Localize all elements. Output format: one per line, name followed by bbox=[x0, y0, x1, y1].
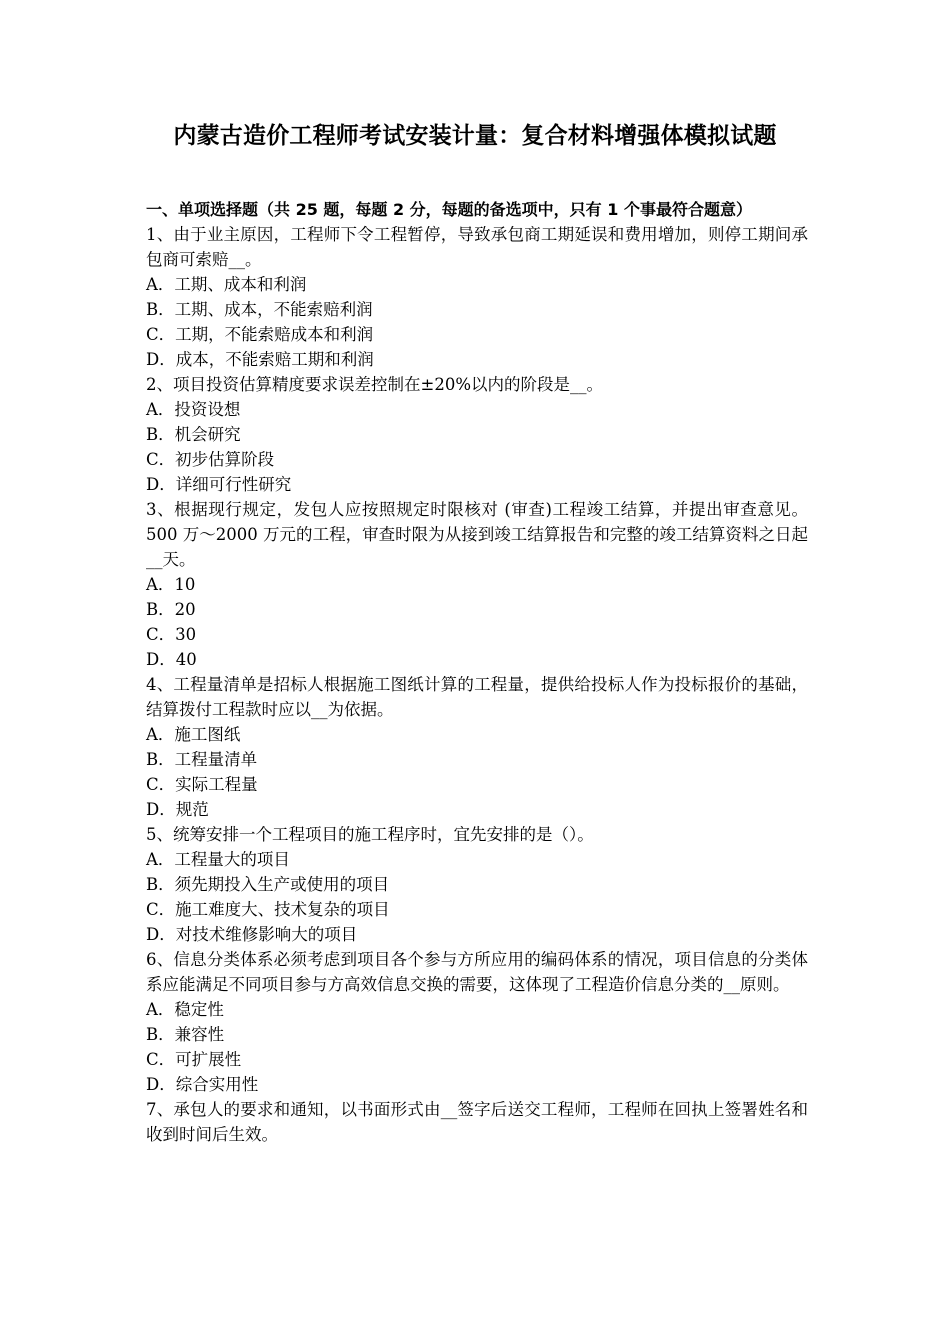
option-d: D．综合实用性 bbox=[146, 1075, 259, 1094]
option-d: D．成本，不能索赔工期和利润 bbox=[146, 350, 374, 369]
option-b: B．须先期投入生产或使用的项目 bbox=[146, 875, 390, 894]
question-4 bbox=[146, 672, 808, 822]
option-a: A．10 bbox=[146, 575, 196, 594]
option-b: B．兼容性 bbox=[146, 1025, 225, 1044]
question-3 bbox=[146, 497, 808, 672]
option-b: B．机会研究 bbox=[146, 425, 241, 444]
question-text: 4、工程量清单是招标人根据施工图纸计算的工程量，提供给投标人作为投标报价的基础，结算拨付工程款时应以__为依据。 bbox=[146, 675, 808, 719]
option-c: C．实际工程量 bbox=[146, 775, 258, 794]
option-d: D．详细可行性研究 bbox=[146, 475, 292, 494]
option-a: A．工程量大的项目 bbox=[146, 850, 290, 869]
question-6 bbox=[146, 947, 808, 1097]
question-text: 3、根据现行规定，发包人应按照规定时限核对 (审查)工程竣工结算，并提出审查意见。500 万～2000 万元的工程，审查时限为从接到竣工结算报告和完整的竣工结算资料之日起__天。 bbox=[146, 500, 808, 569]
option-a: A．稳定性 bbox=[146, 1000, 224, 1019]
question-text: 2、项目投资估算精度要求误差控制在±20%以内的阶段是__。 bbox=[146, 375, 603, 394]
option-b: B．工期、成本，不能索赔利润 bbox=[146, 300, 373, 319]
option-c: C．工期，不能索赔成本和利润 bbox=[146, 325, 374, 344]
option-b: B．工程量清单 bbox=[146, 750, 258, 769]
option-c: C．30 bbox=[146, 625, 197, 644]
question-text: 5、统筹安排一个工程项目的施工程序时，宜先安排的是（）。 bbox=[146, 825, 594, 844]
question-text: 1、由于业主原因，工程师下令工程暂停，导致承包商工期延误和费用增加，则停工期间承包商可索赔__。 bbox=[146, 225, 808, 269]
option-a: A．工期、成本和利润 bbox=[146, 275, 307, 294]
section-heading: 一、单项选择题（共 25 题，每题 2 分，每题的备选项中，只有 1 个事最符合题意） bbox=[146, 200, 752, 219]
option-d: D．对技术维修影响大的项目 bbox=[146, 925, 358, 944]
option-a: A．投资设想 bbox=[146, 400, 241, 419]
option-b: B．20 bbox=[146, 600, 196, 619]
document-body bbox=[146, 197, 808, 1147]
question-5 bbox=[146, 822, 808, 947]
option-c: C．施工难度大、技术复杂的项目 bbox=[146, 900, 390, 919]
option-d: D．规范 bbox=[146, 800, 209, 819]
question-1 bbox=[146, 222, 808, 372]
option-c: C．可扩展性 bbox=[146, 1050, 242, 1069]
document-title: 内蒙古造价工程师考试安装计量：复合材料增强体模拟试题 bbox=[173, 123, 777, 149]
question-7 bbox=[146, 1097, 808, 1147]
option-c: C．初步估算阶段 bbox=[146, 450, 275, 469]
question-2 bbox=[146, 372, 808, 497]
question-text: 7、承包人的要求和通知，以书面形式由__签字后送交工程师，工程师在回执上签署姓名和收到时间后生效。 bbox=[146, 1100, 808, 1144]
option-d: D．40 bbox=[146, 650, 197, 669]
question-text: 6、信息分类体系必须考虑到项目各个参与方所应用的编码体系的情况，项目信息的分类体系应能满足不同项目参与方高效信息交换的需要，这体现了工程造价信息分类的__原则。 bbox=[146, 950, 808, 994]
option-a: A．施工图纸 bbox=[146, 725, 241, 744]
